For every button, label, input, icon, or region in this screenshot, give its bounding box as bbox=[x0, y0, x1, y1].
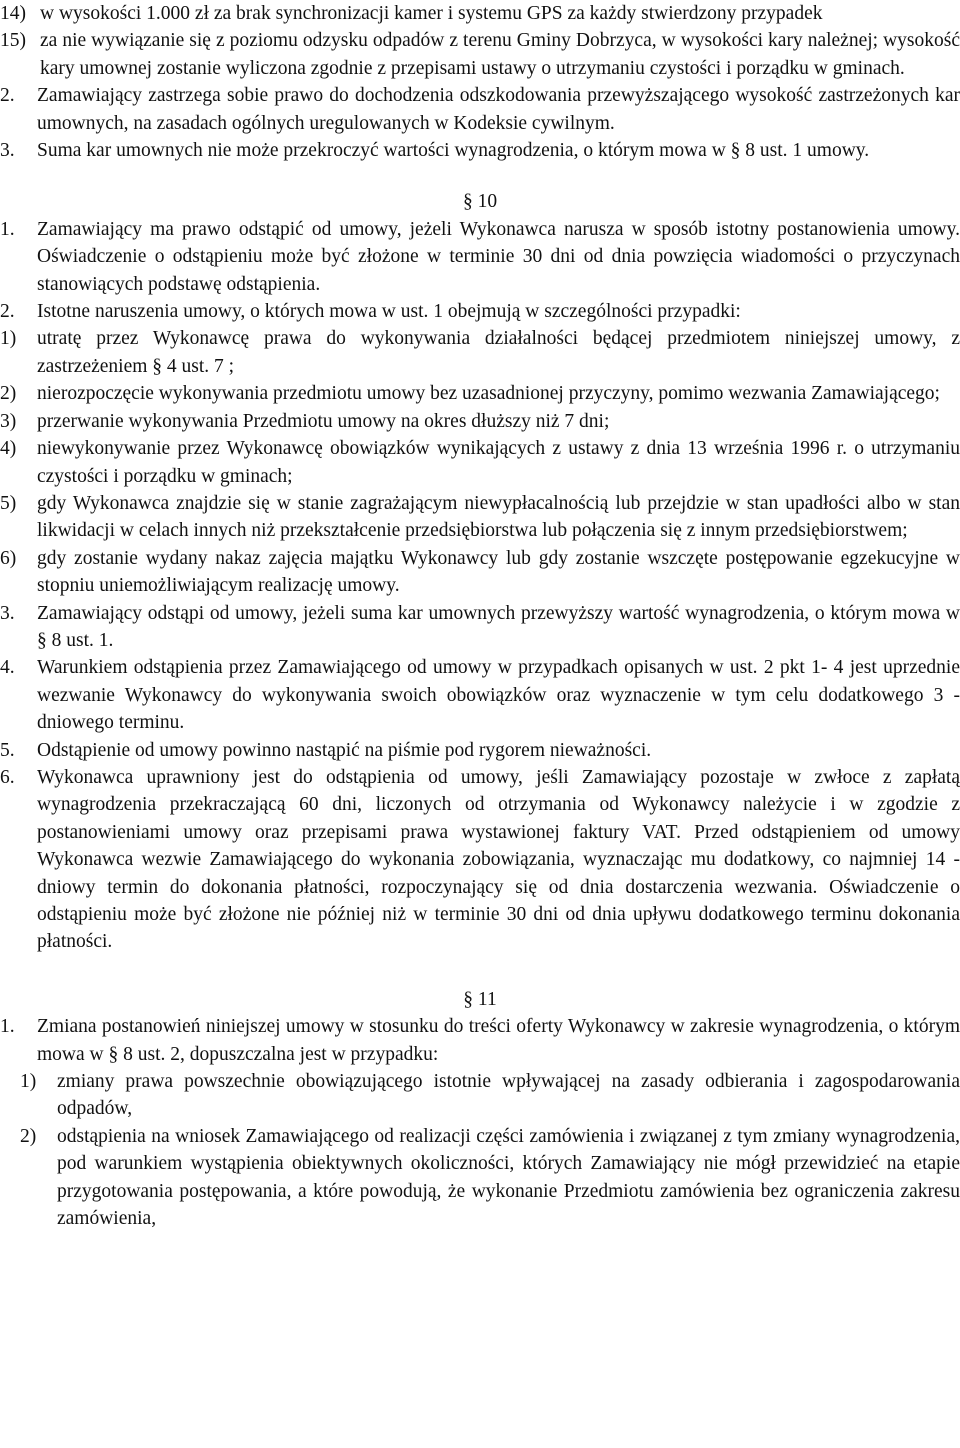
item-number: 15) bbox=[0, 30, 26, 52]
subitem-text: gdy zostanie wydany nakaz zajęcia majątku Wykonawcy lub gdy zostanie wszczęte postępowanie egzekucyjne w stopniu uniemożliwiającym realizację umowy. bbox=[37, 547, 960, 597]
point-number: 6. bbox=[0, 766, 15, 788]
subitem-number: 6) bbox=[0, 547, 17, 569]
point-number: 4. bbox=[0, 657, 15, 679]
subitem-text: nierozpoczęcie wykonywania przedmiotu umowy bez uzasadnionej przyczyny, pomimo wezwania Zamawiającego; bbox=[37, 383, 940, 405]
item-text: w wysokości 1.000 zł za brak synchronizacji kamer i systemu GPS za każdy stwierdzony przypadek bbox=[40, 3, 823, 24]
section10-subitem-1 bbox=[0, 325, 960, 380]
list-item-15 bbox=[0, 27, 960, 82]
section-11-heading: § 11 bbox=[463, 988, 497, 1010]
subitem-text: zmiany prawa powszechnie obowiązującego istotnie wpływającej na zasady odbierania i zagospodarowania odpadów, bbox=[57, 1071, 960, 1120]
point-text: Zamawiający odstąpi od umowy, jeżeli suma kar umownych przewyższy wartość wynagrodzenia, o którym mowa w § 8 ust. 1. bbox=[37, 602, 960, 651]
section11-subitem-2 bbox=[0, 1123, 960, 1233]
point-text: Zamawiający ma prawo odstąpić od umowy, jeżeli Wykonawca narusza w sposób istotny postanowienia umowy. Oświadczenie o odstąpieniu może być złożone w terminie 30 dni od dnia powzięcia wiadomości o przyczynach stanowiących podstawę odstąpienia. bbox=[37, 218, 960, 295]
subitem-number: 2) bbox=[0, 383, 17, 405]
section10-point-3 bbox=[0, 600, 960, 655]
list-item-14 bbox=[0, 0, 960, 27]
section9-point-2 bbox=[0, 82, 960, 137]
point-text: Wykonawca uprawniony jest do odstąpienia od umowy, jeśli Zamawiający pozostaje w zwłoce z zapłatą wynagrodzenia przekraczającą 60 dni, liczonych od otrzymania od Wykonawcy należycie i w zgodzie z postanowieniami umowy oraz przepisami prawa wystawionej faktury VAT. Przed odstąpieniem od umowy Wykonawca wezwie Zamawiającego do wykonania zobowiązania, wyznaczając mu dodatkowy, co najmniej 14 - dniowy termin do dokonania płatności, rozpoczynający się od dnia dostarczenia wezwania. Oświadczenie o odstąpieniu może być złożone nie później niż w terminie 30 dni od dnia upływu dodatkowego terminu dokonania płatności. bbox=[37, 766, 960, 953]
section10-subitem-4 bbox=[0, 435, 960, 490]
point-number: 1. bbox=[0, 1016, 15, 1038]
section10-subitem-2 bbox=[0, 380, 960, 407]
point-number: 3. bbox=[0, 602, 15, 624]
subitem-text: gdy Wykonawca znajdzie się w stanie zagrażającym niewypłacalnością lub przejdzie w stan upadłości albo w stan likwidacji w celach innych niż przekształcenie przedsiębiorstwa lub połączenia się z innym przedsiębiorstwem; bbox=[37, 492, 960, 542]
point-text: Suma kar umownych nie może przekroczyć wartości wynagrodzenia, o którym mowa w § 8 ust. 1 umowy. bbox=[37, 140, 870, 162]
point-number: 2. bbox=[0, 85, 15, 107]
point-text: Zamawiający zastrzega sobie prawo do dochodzenia odszkodowania przewyższającego wysokość zastrzeżonych kar umownych, na zasadach ogólnych uregulowanych w Kodeksie cywilnym. bbox=[37, 85, 960, 134]
point-number: 5. bbox=[0, 739, 15, 761]
subitem-number: 2) bbox=[20, 1125, 37, 1147]
point-text: Zmiana postanowień niniejszej umowy w stosunku do treści oferty Wykonawcy w zakresie wynagrodzenia, o którym mowa w § 8 ust. 2, dopuszczalna jest w przypadku: bbox=[37, 1016, 960, 1065]
section10-point-1 bbox=[0, 216, 960, 298]
section10-point-4 bbox=[0, 654, 960, 736]
subitem-text: odstąpienia na wniosek Zamawiającego od realizacji części zamówienia i związanej z tym zmiany wynagrodzenia, pod warunkiem wystąpienia obiektywnych okoliczności, których Zamawiający nie mógł przewidzieć na etapie przygotowania postępowania, a które powodują, że wykonanie Przedmiotu zamówienia bez ograniczenia zakresu zamówienia, bbox=[57, 1125, 960, 1230]
point-text: Odstąpienie od umowy powinno nastąpić na piśmie pod rygorem nieważności. bbox=[37, 739, 652, 761]
point-number: 1. bbox=[0, 218, 15, 240]
section10-subitem-6 bbox=[0, 545, 960, 600]
point-number: 3. bbox=[0, 140, 15, 162]
item-number: 14) bbox=[0, 3, 26, 24]
subitem-text: niewykonywanie przez Wykonawcę obowiązków wynikających z ustawy z dnia 13 września 1996 r. o utrzymaniu czystości i porządku w gminach; bbox=[37, 438, 960, 487]
item-text: za nie wywiązanie się z poziomu odzysku odpadów z terenu Gminy Dobrzyca, w wysokości kary należnej; wysokość kary umownej zostanie wyliczona zgodnie z przepisami ustawy o utrzymaniu czystości i porządku w gminach. bbox=[40, 30, 960, 79]
section-10-heading: § 10 bbox=[462, 191, 498, 213]
subitem-number: 5) bbox=[0, 492, 17, 514]
section10-point-5 bbox=[0, 737, 960, 764]
section10-point-2 bbox=[0, 298, 960, 325]
section10-point-6 bbox=[0, 764, 960, 956]
section10-subitem-5 bbox=[0, 490, 960, 545]
subitem-number: 1) bbox=[20, 1071, 37, 1093]
subitem-text: przerwanie wykonywania Przedmiotu umowy na okres dłuższy niż 7 dni; bbox=[37, 410, 610, 432]
point-text: Istotne naruszenia umowy, o których mowa w ust. 1 obejmują w szczególności przypadki: bbox=[37, 301, 741, 323]
subitem-number: 3) bbox=[0, 410, 17, 432]
subitem-number: 4) bbox=[0, 438, 17, 460]
subitem-text: utratę przez Wykonawcę prawa do wykonywania działalności będącej przedmiotem niniejszej umowy, z zastrzeżeniem § 4 ust. 7 ; bbox=[37, 328, 960, 377]
point-number: 2. bbox=[0, 301, 15, 323]
section11-point-1 bbox=[0, 1013, 960, 1068]
section11-subitem-1 bbox=[0, 1068, 960, 1123]
point-text: Warunkiem odstąpienia przez Zamawiającego od umowy w przypadkach opisanych w ust. 2 pkt 1- 4 jest uprzednie wezwanie Wykonawcy do wykonywania swoich obowiązków oraz wyznaczenie w tym celu dodatkowego 3 - dniowego terminu. bbox=[37, 657, 960, 734]
subitem-number: 1) bbox=[0, 328, 17, 350]
section10-subitem-3 bbox=[0, 408, 960, 435]
section9-point-3 bbox=[0, 137, 960, 164]
